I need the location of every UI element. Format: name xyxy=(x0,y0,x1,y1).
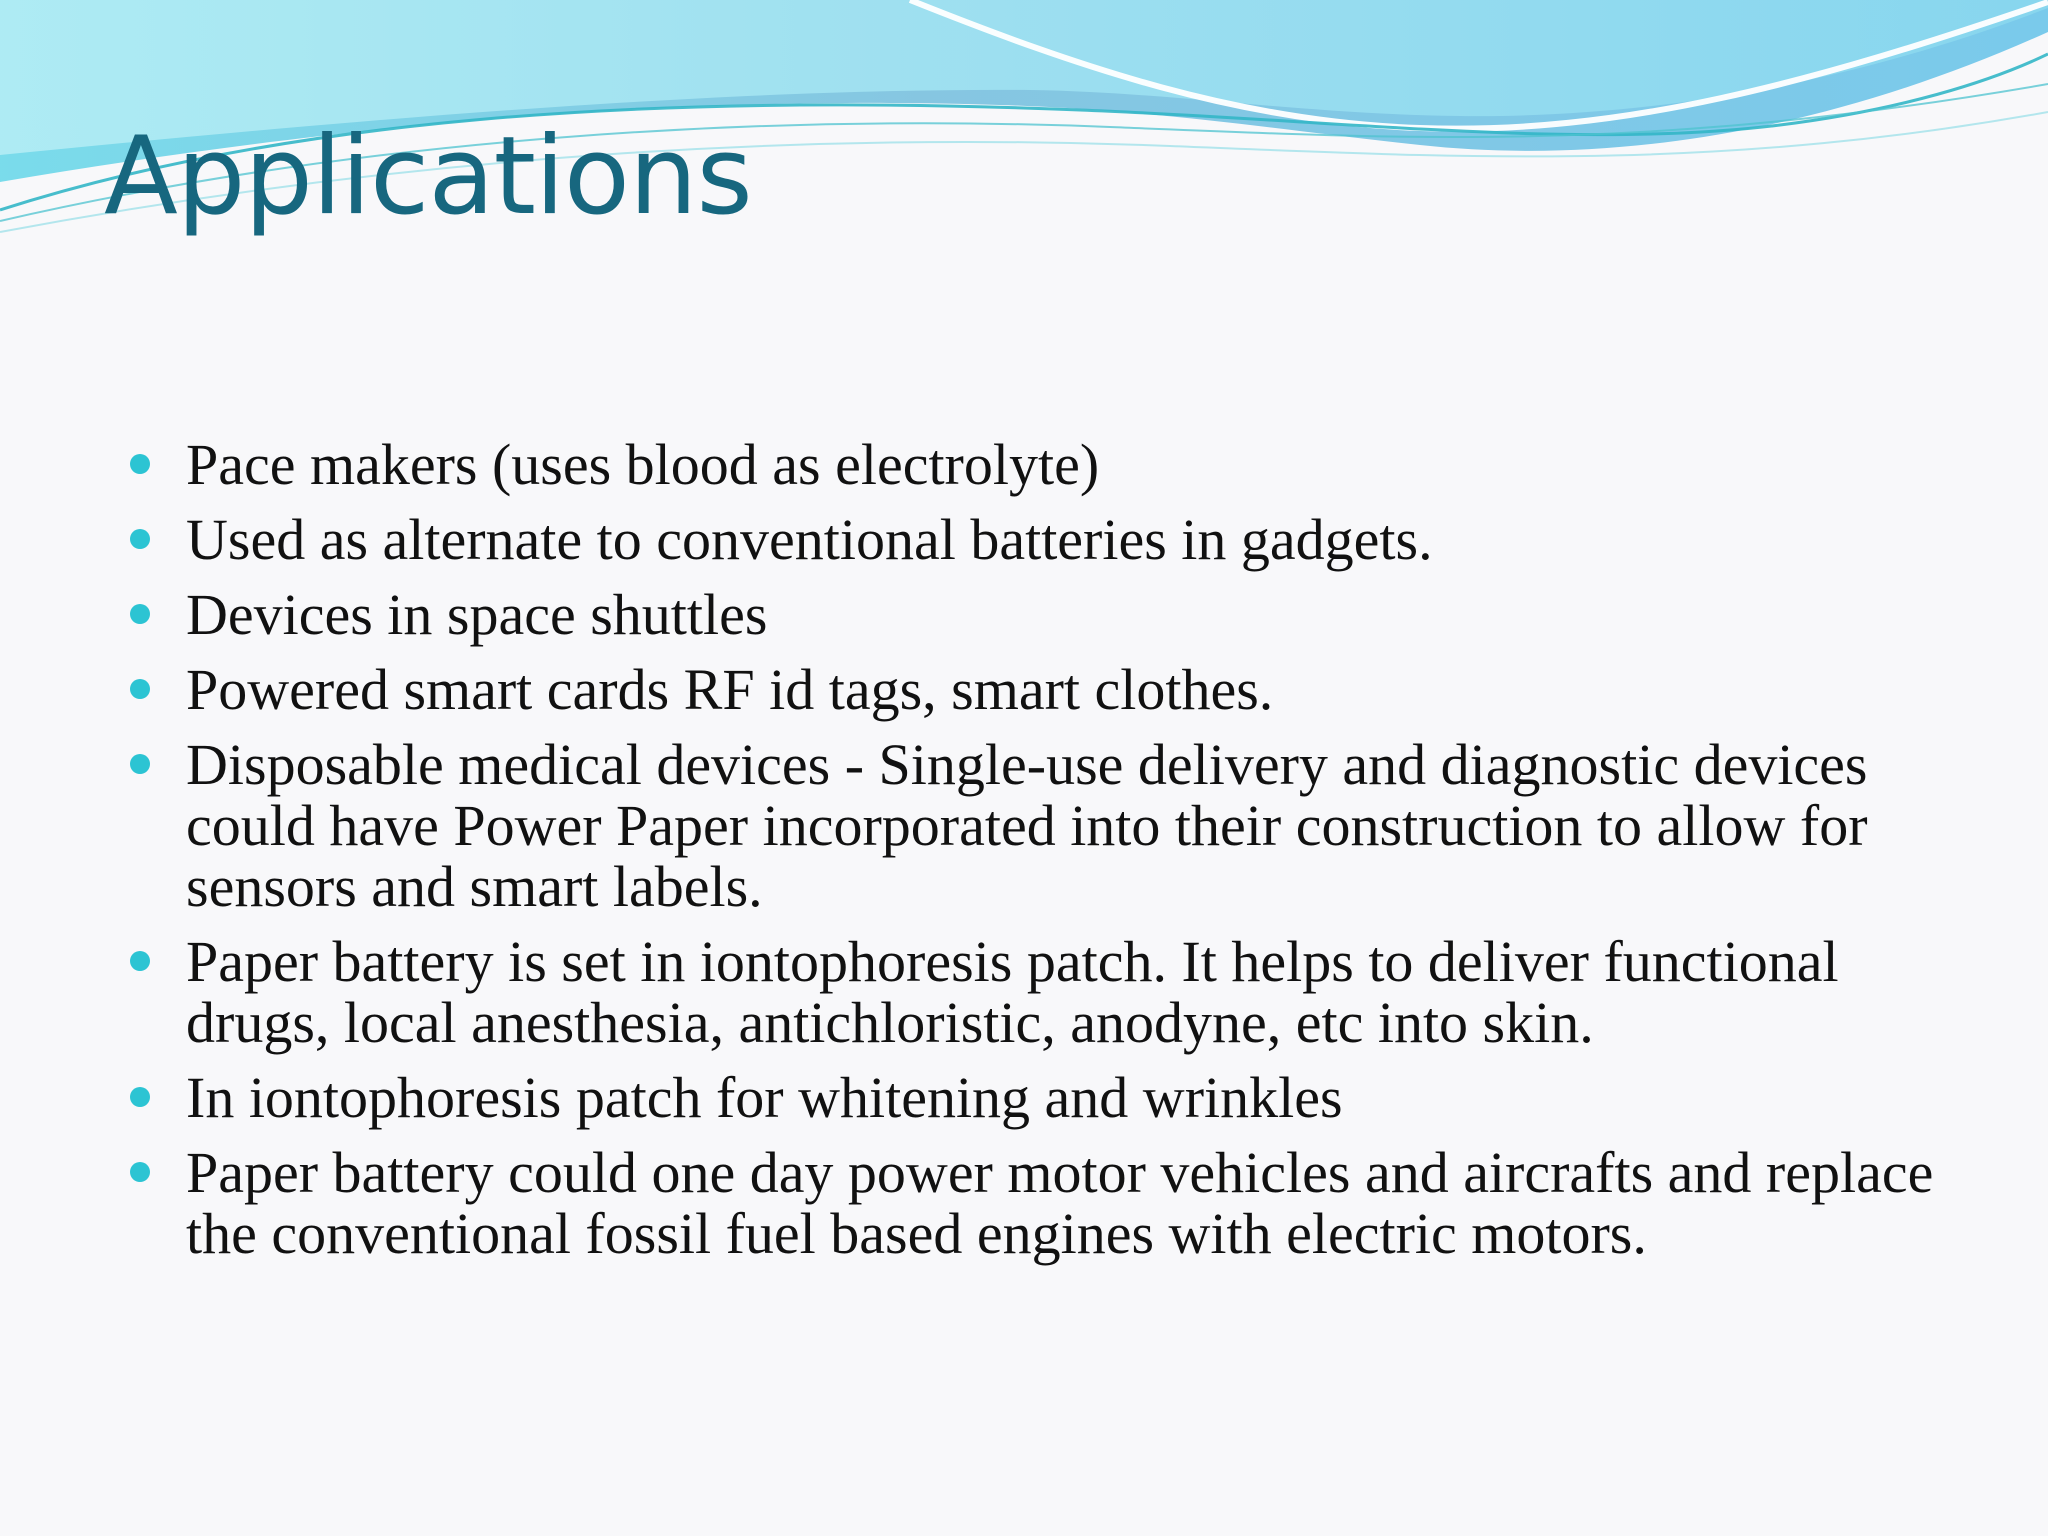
applications-bullet-list xyxy=(124,434,1964,1278)
bullet-item xyxy=(124,434,1964,495)
bullet-dot-icon xyxy=(130,1162,150,1182)
bullet-dot-icon xyxy=(130,454,150,474)
bullet-dot-icon xyxy=(130,529,150,549)
bullet-text: Disposable medical devices - Single-use delivery and diagnostic devices could have Power Paper incorporated into their construction to allow for sensors and smart labels. xyxy=(186,732,1868,919)
bullet-text: In iontophoresis patch for whitening and wrinkles xyxy=(186,1065,1343,1130)
bullet-text: Devices in space shuttles xyxy=(186,582,768,647)
bullet-item xyxy=(124,1067,1964,1128)
slide-title: Applications xyxy=(104,114,752,239)
bullet-dot-icon xyxy=(130,679,150,699)
bullet-item xyxy=(124,1142,1964,1264)
bullet-text: Paper battery could one day power motor vehicles and aircrafts and replace the conventional fossil fuel based engines with electric motors. xyxy=(186,1140,1934,1266)
bullet-item xyxy=(124,509,1964,570)
bullet-item xyxy=(124,734,1964,917)
bullet-dot-icon xyxy=(130,951,150,971)
bullet-dot-icon xyxy=(130,604,150,624)
bullet-text: Paper battery is set in iontophoresis patch. It helps to deliver functional drugs, local anesthesia, antichloristic, anodyne, etc into skin. xyxy=(186,929,1839,1055)
bullet-dot-icon xyxy=(130,754,150,774)
bullet-text: Used as alternate to conventional batteries in gadgets. xyxy=(186,507,1433,572)
bullet-item xyxy=(124,659,1964,720)
bullet-text: Powered smart cards RF id tags, smart clothes. xyxy=(186,657,1274,722)
bullet-item xyxy=(124,584,1964,645)
bullet-dot-icon xyxy=(130,1087,150,1107)
bullet-text: Pace makers (uses blood as electrolyte) xyxy=(186,432,1100,497)
bullet-item xyxy=(124,931,1964,1053)
